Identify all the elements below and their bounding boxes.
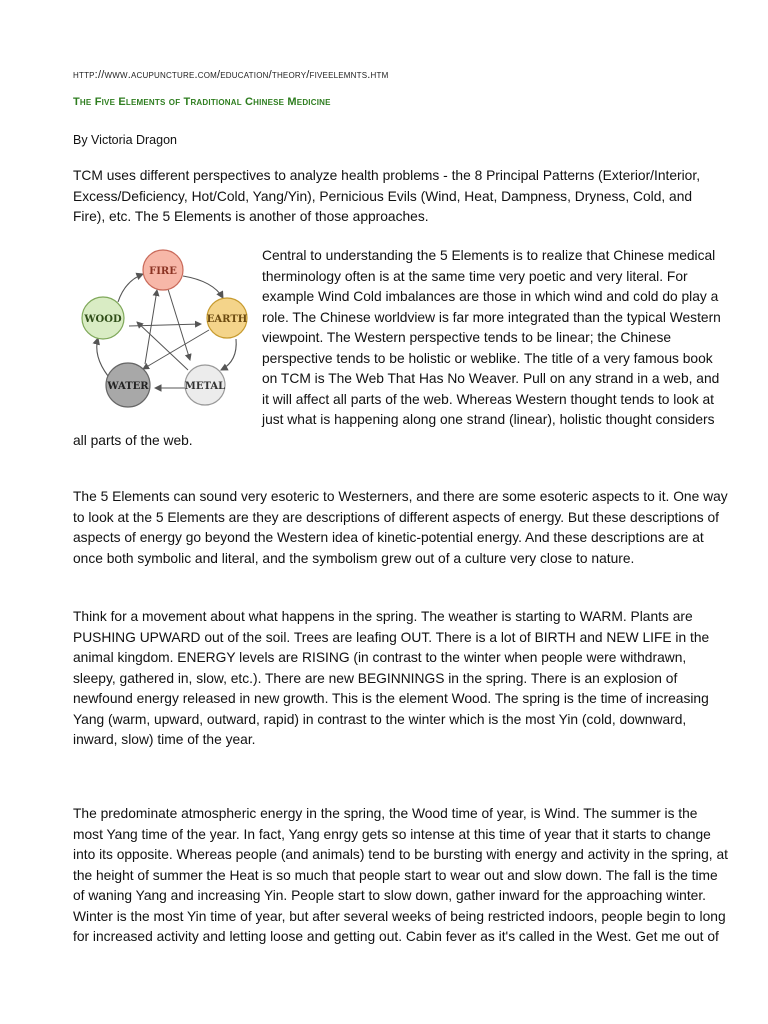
controlling-cycle-arrows xyxy=(129,289,209,370)
element-fire xyxy=(143,250,183,290)
element-earth xyxy=(207,298,247,338)
wood-label: WOOD xyxy=(84,314,122,325)
element-water xyxy=(106,363,150,407)
paragraph-seasons: The predominate atmospheric energy in the spring, the Wood time of year, is Wind. The summer is the most Yang time of the year. In fact, Yang enrgy gets so intense at this time of year that it starts to change into its opposite. Whereas people (and animals) tend to be bursting with energy and activity in the spring, at the height of summer the Heat is so much that people start to wear out and slow down. The fall is the time of waning Yang and increasing Yin. People start to slow down, gather inward for the approaching winter. Winter is the most Yin time of year, but after several weeks of being restricted indoors, people begin to long for increased activity and letting loose and getting out. Cabin fever as it's called in the West. Get me out of xyxy=(73,806,728,944)
fire-label: FIRE xyxy=(149,266,177,277)
paragraph-spring: Think for a movement about what happens in the spring. The weather is starting to WARM. Plants are PUSHING UPWARD out of the soil. Trees are leafing OUT. There is a lot of BIRTH and NEW LIFE in the animal kingdom. ENERGY levels are RISING (in contrast to the winter when people were withdrawn, sleepy, gathered in, slow, etc.). There are new BEGINNINGS in the spring. There is an explosion of newfound energy released in new growth. This is the element Wood. The spring is the time of increasing Yang (warm, upward, outward, rapid) in contrast to the winter which is the most Yin (cold, downward, inward, slow) time of the year. xyxy=(73,609,710,747)
water-label: WATER xyxy=(107,381,149,392)
author-byline: By Victoria Dragon xyxy=(73,133,177,147)
metal-label: METAL xyxy=(184,381,226,392)
five-elements-diagram xyxy=(73,246,254,416)
paragraph-intro: TCM uses different perspectives to analyze health problems - the 8 Principal Patterns (Exterior/Interior, Excess/Deficiency, Hot/Cold, Yang/Yin), Pernicious Evils (Wind, Heat, Dampness, Dryness, Cold, and Fire), etc. The 5 Elements is another of those approaches. xyxy=(73,168,701,224)
paragraph-text: Central to understanding the 5 Elements is to realize that Chinese medical therminology often is at the same time very poetic and very literal. For example Wind Cold imbalances are those in which wind and cold do play a role. The Chinese worldview is far more integrated than the typical Western viewpoint. The Western perspective tends to be linear; the Chinese perspective tends to be holistic or weblike. The title of a very famous book on TCM is The Web That Has No Weaver. Pull on any strand in a web, and it will affect all parts of the web. Whereas Western thought tends to look at just what is happening along one strand (linear), holistic thought considers all parts of the web. xyxy=(73,248,721,448)
paragraph-with-diagram xyxy=(73,246,728,451)
element-metal xyxy=(185,365,225,405)
article-title: The Five Elements of Traditional Chinese Medicine xyxy=(73,96,331,108)
source-url[interactable]: http://www.acupuncture.com/education/theory/fiveelemnts.htm xyxy=(73,69,389,81)
paragraph-esoteric: The 5 Elements can sound very esoteric to Westerners, and there are some esoteric aspects to it. One way to look at the 5 Elements are they are descriptions of different aspects of energy. But these descriptions of aspects of energy go beyond the Western idea of kinetic-potential energy. And these descriptions are at once both symbolic and literal, and the symbolism grew out of a culture very close to nature. xyxy=(73,489,728,566)
element-wood xyxy=(82,297,124,339)
earth-label: EARTH xyxy=(206,314,248,325)
